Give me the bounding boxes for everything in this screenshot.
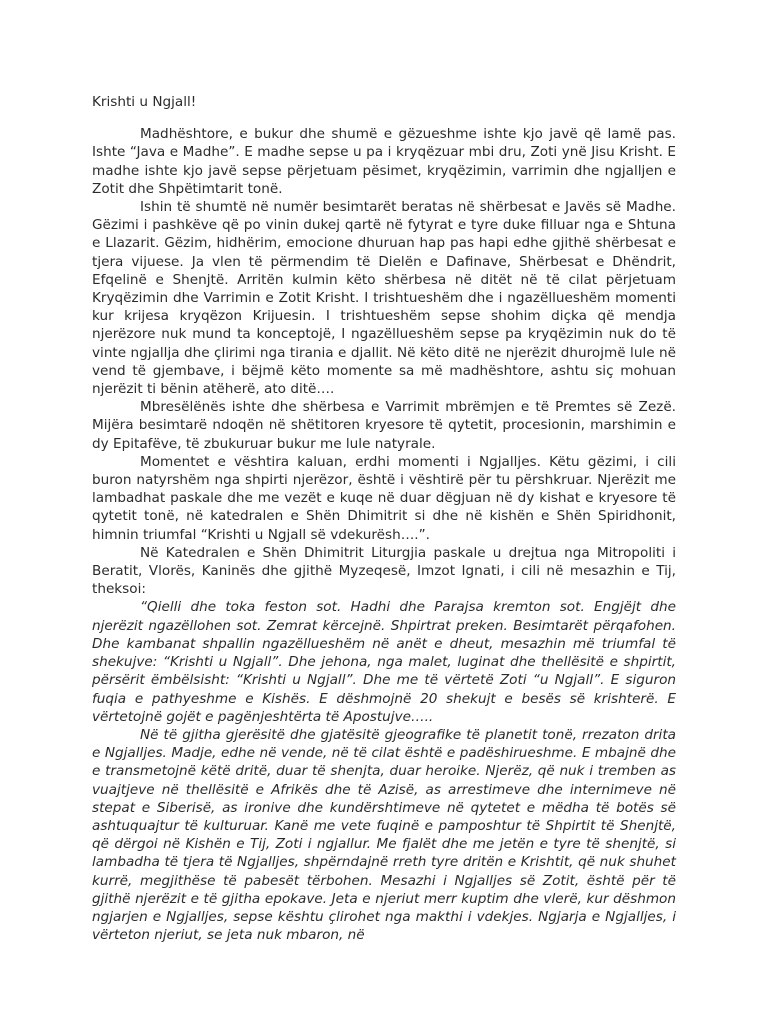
paragraph-burial-service: Mbresëlënës ishte dhe shërbesa e Varrimit mbrëmjen e të Premtes së Zezë. Mijëra besimtarë ndoqën në shëtitoren kryesore të qytetit, procesionin, marshimin e dy Epitafëve, të zbukuruar bukur me lule natyrale. — [92, 399, 676, 452]
paragraph-cathedral-liturgy: Në Katedralen e Shën Dhimitrit Liturgjia paskale u drejtua nga Mitropoliti i Beratit, Vlorës, Kaninës dhe gjithë Myzeqesë, Imzot Ignati, i cili në mesazhin e Tij, theksoi: — [92, 544, 676, 598]
paragraph-intro: Madhështore, e bukur dhe shumë e gëzueshme ishte kjo javë që lamë pas. Ishte “Java e Madhe”. E madhe sepse u pa i kryqëzuar mbi dru, Zoti ynë Jisu Krisht. E madhe ishte kjo javë sepse përjetuam pësimet, kryqëzimin, varrimin dhe ngjalljen e Zotit dhe Shpëtimtarit tonë. — [92, 126, 676, 197]
paragraph-quote-light-of-resurrection: Në të gjitha gjerësitë dhe gjatësitë gjeografike të planetit tonë, rrezaton drita e Ngjalljes. Madje, edhe në vende, në të cilat është e padëshirueshme. E mbajnë dhe e transmetojnë këtë dritë, duar të shenjta, duar heroike. Njerëz, që nuk i tremben as vuajtjeve në thellësitë e Afrikës dhe të Azisë, as arrestimeve dhe internimeve në stepat e Siberisë, as ironive dhe kundërshtimeve në qytetet e mëdha të botës së ashtuquajtur të kulturuar. Kanë me vete fuqinë e pamposhtur të Shpirtit të Shenjtë, që dërgoi në Kishën e Tij, Zoti i ngjallur. Me fjalët dhe me jetën e tyre të shenjtë, si lambadha të tjera të Ngjalljes, shpërndajnë rreth tyre dritën e Krishtit, që nuk shuhet kurrë, megjithëse të pabesët tërbohen. Mesazhi i Ngjalljes së Zotit, është për të gjithë njerëzit e të gjitha epokave. Jeta e njeriut merr kuptim dhe vlerë, kur dëshmon ngjarjen e Ngjalljes, sepse kështu çlirohet nga makthi i vdekjes. Ngjarja e Ngjalljes, i vërteton njeriut, se jeta nuk mbaron, në — [92, 726, 676, 944]
paragraph-resurrection-moment: Momentet e vështira kaluan, erdhi momenti i Ngjalljes. Këtu gëzimi, i cili buron natyrshëm nga shpirti njerëzor, është i vështirë për tu përshkruar. Njerëzit me lambadhat paskale dhe me vezët e kuqe në duar dëgjuan në dy kishat e kryesore të qytetit tonë, në katedralen e Shën Dhimitrit si dhe në kishën e Shën Spiridhonit, himnin triumfal “Krishti u Ngjall së vdekurësh….”. — [92, 453, 676, 543]
paragraph-quote-heaven-and-earth: “Qielli dhe toka feston sot. Hadhi dhe Parajsa kremton sot. Engjëjt dhe njerëzit ngazëllohen sot. Zemrat kërcejnë. Shpirtrat preken. Besimtarët përqafohen. Dhe kambanat shpallin ngazëllueshëm në anët e dheut, mesazhin më triumfal të shekujve: “Krishti u Ngjall”. Dhe jehona, nga malet, luginat dhe thellësitë e shpirtit, përsërit ëmbëlsisht: “Krishti u Ngjall”. Dhe me të vërtetë Zoti “u Ngjall”. E siguron fuqia e pathyeshme e Kishës. E dëshmojnë 20 shekujt e besës së krishterë. E vërtetojnë gojët e pagënjeshtërta të Apostujve….. — [92, 599, 676, 725]
document-title: Krishti u Ngjall! — [92, 94, 197, 110]
paragraph-holy-week-services: Ishin të shumtë në numër besimtarët beratas në shërbesat e Javës së Madhe. Gëzimi i pashkëve që po vinin dukej qartë në fytyrat e tyre duke filluar nga e Shtuna e Llazarit. Gëzim, hidhërim, emocione dhuruan hap pas hapi edhe gjithë shërbesat e tjera vijuese. Ja vlen të përmendim të Dielën e Dafinave, Shërbesat e Dhëndrit, Efqelinë e Shenjtë. Arritën kulmin këto shërbesa në ditët në të cilat përjetuam Kryqëzimin dhe Varrimin e Zotit Krisht. I trishtueshëm dhe i ngazëllueshëm momenti kur krijesa kryqëzon Krijuesin. I trishtueshëm sepse shohim diçka që mendja njerëzore nuk mund ta konceptojë, I ngazëllueshëm sepse pa kryqëzimin nuk do të vinte ngjallja dhe çlirimi nga tirania e djallit. Në këto ditë ne njerëzit dhurojmë lule në vend të gjembave, i bëjmë këto momente sa më madhështore, ashtu siç mohuan njerëzit ti bënin atëherë, ato ditë…. — [92, 199, 676, 398]
document-body — [92, 93, 676, 944]
